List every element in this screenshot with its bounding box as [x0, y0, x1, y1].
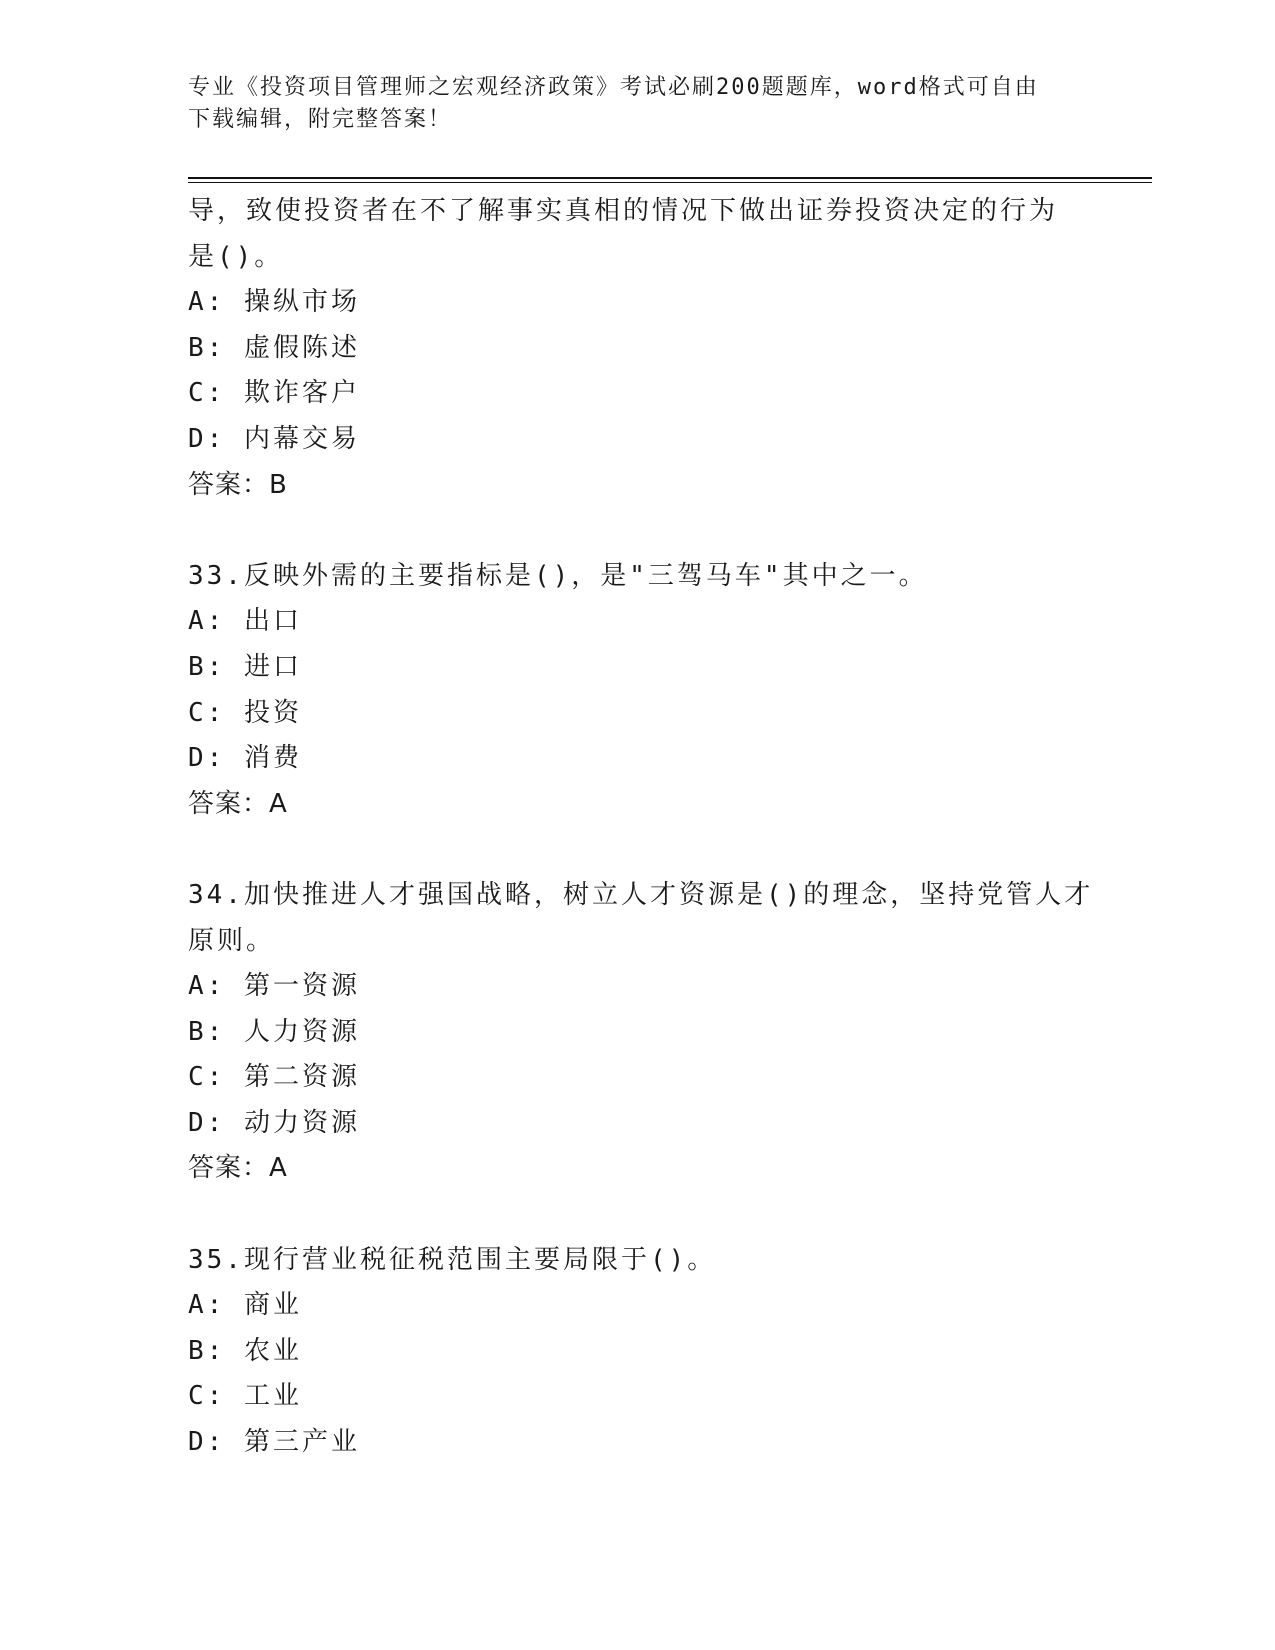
question-stem: 原则。: [188, 925, 276, 956]
option-b: B: 农业: [188, 1335, 302, 1366]
question-stem: 33.反映外需的主要指标是()，是"三驾马车"其中之一。: [188, 560, 928, 591]
option-b: B: 虚假陈述: [188, 332, 360, 363]
answer: 答案：A: [188, 1153, 288, 1184]
option-c: C: 欺诈客户: [188, 378, 360, 409]
spacer: [188, 508, 1088, 554]
option-c: C: 投资: [188, 697, 302, 728]
option-b: B: 进口: [188, 651, 302, 682]
option-d: D: 消费: [188, 743, 302, 774]
header-line-2: 下载编辑，附完整答案！: [188, 107, 453, 132]
header-rule-thin: [188, 182, 1152, 183]
document-header: [188, 72, 1088, 136]
question-34: [188, 873, 1094, 1192]
question-stem: 34.加快推进人才强国战略，树立人才资源是()的理念，坚持党管人才: [188, 879, 1094, 910]
question-stem: 导，致使投资者在不了解事实真相的情况下做出证券投资决定的行为: [188, 196, 1059, 226]
option-a: A: 商业: [188, 1290, 302, 1321]
option-d: D: 内幕交易: [188, 423, 360, 454]
option-a: A: 操纵市场: [188, 287, 360, 318]
spacer: [188, 1192, 1088, 1238]
header-rule-thick: [188, 177, 1152, 179]
question-33: [188, 554, 1088, 828]
spacer: [188, 827, 1088, 873]
question-stem: 是()。: [188, 241, 284, 272]
question-list: [188, 189, 1094, 1466]
answer: 答案：A: [188, 788, 288, 819]
option-a: A: 第一资源: [188, 971, 360, 1002]
option-a: A: 出口: [188, 606, 302, 637]
question-35: [188, 1238, 1088, 1466]
header-line-1: 专业《投资项目管理师之宏观经济政策》考试必刷200题题库，word格式可自由: [188, 75, 1039, 100]
option-d: D: 动力资源: [188, 1107, 360, 1138]
question-32: [188, 189, 1088, 508]
option-b: B: 人力资源: [188, 1016, 360, 1047]
option-c: C: 第二资源: [188, 1062, 360, 1093]
question-stem: 35.现行营业税征税范围主要局限于()。: [188, 1244, 717, 1275]
option-d: D: 第三产业: [188, 1427, 360, 1458]
option-c: C: 工业: [188, 1381, 302, 1412]
answer: 答案：B: [188, 469, 288, 500]
